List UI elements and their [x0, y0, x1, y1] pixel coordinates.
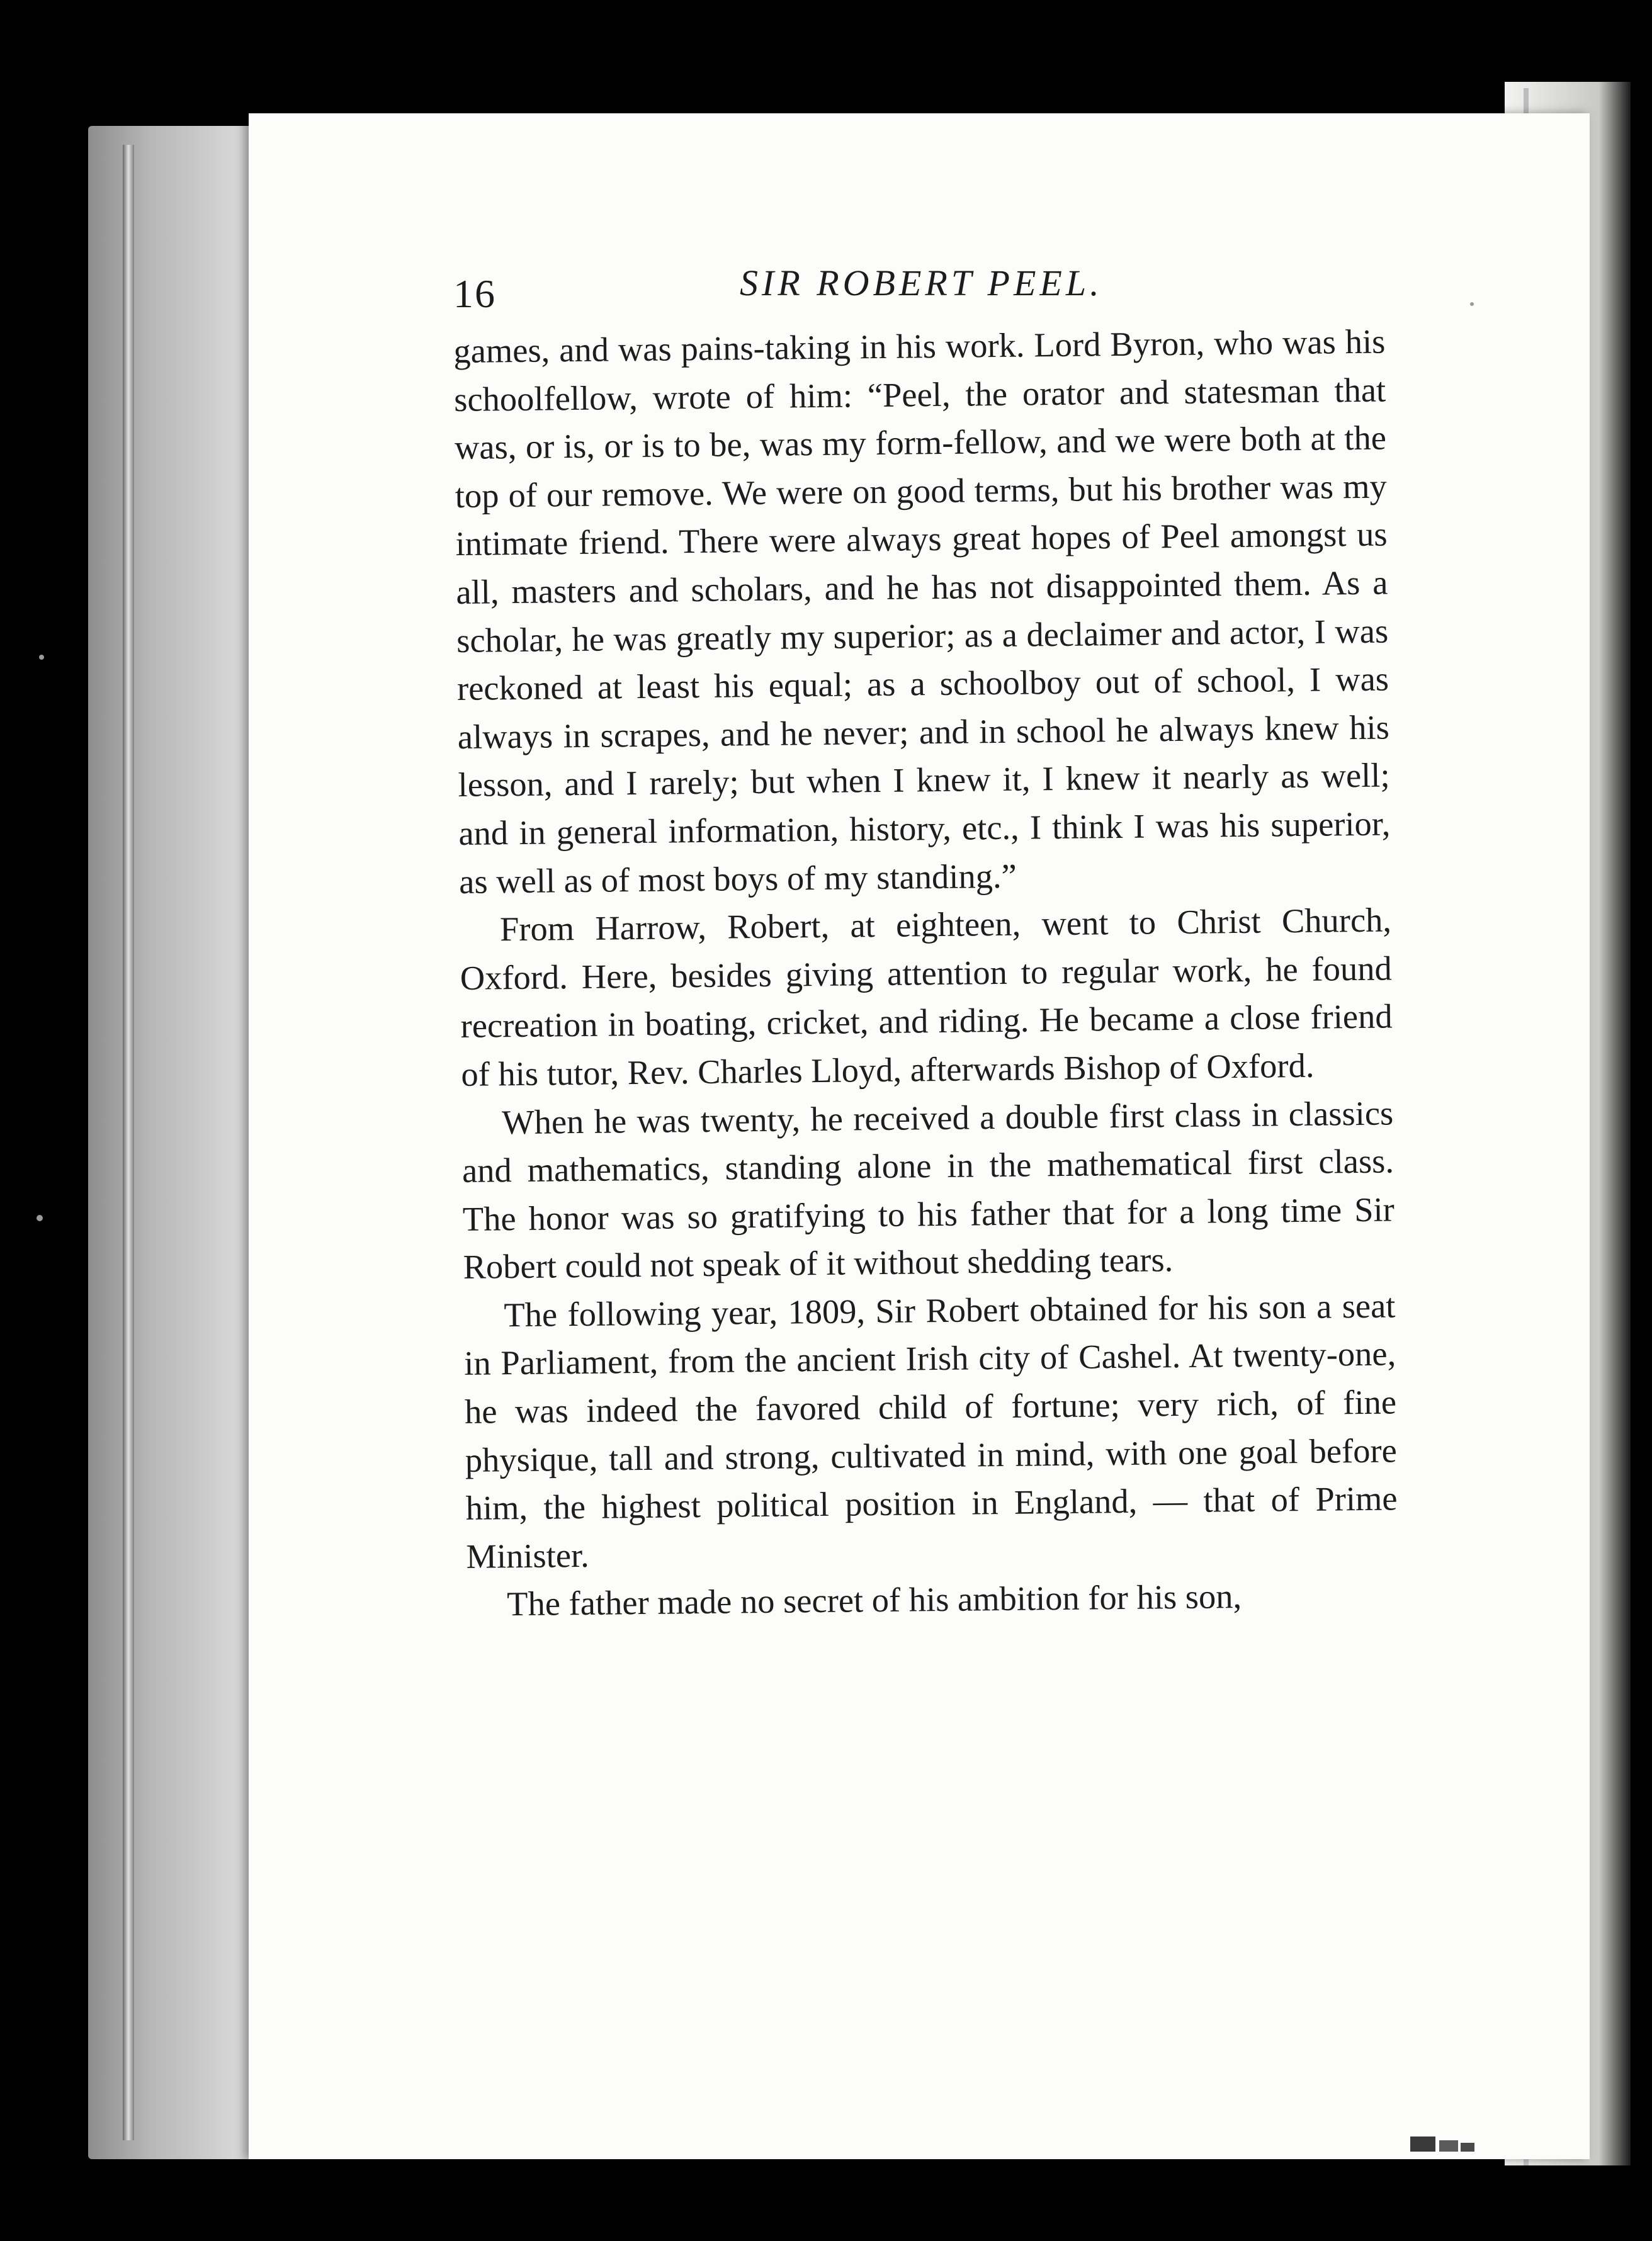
paragraph-3: When he was twenty, he received a double first class in classics and mathematics, standing alone in the mathematical first class. The honor was so gratifying to his father that for a long time Sir Robert could not speak of it without shedding tears. [461, 1093, 1395, 1287]
library-stamp-mark [1410, 2134, 1486, 2157]
margin-speck [1470, 302, 1474, 306]
paragraph-2: From Harrow, Robert, at eighteen, went to Christ Church, Oxford. Here, besides giving attention to regular work, he found recreation in boating, cricket, and riding. He became a close friend of his tutor, Rev. Charles Lloyd, afterwards Bishop of Oxford. [460, 900, 1393, 1093]
margin-speck [39, 655, 44, 660]
spine-shadow [123, 145, 134, 2140]
paragraph-1: games, and was pains-taking in his work. Lord Byron, who was his schoolfellow, wrote of him: “Peel, the orator and statesman that was, or is, or is to be, was my form-fellow, and we were both at the top of our remove. We were on good terms, but his brother was my intimate friend. There were always great hopes of Peel amongst us all, masters and scholars, and he has not disappointed them. As a scholar, he was greatly my superior; as a declaimer and actor, I was reckoned at least his equal; as a schoolboy out of school, I was always in scrapes, and he never; and in school he always knew his lesson, and I rarely; but when I knew it, I knew it nearly as well; and in general information, history, etc., I think I was his superior, as well as of most boys of my standing.” [453, 322, 1391, 901]
paragraph-4: The following year, 1809, Sir Robert obtained for his son a seat in Parliament, from the ancient Irish city of Cashel. At twenty-one, he was indeed the favored child of fortune; very rich, of fine physique, tall and strong, cultivated in mind, with one goal before him, the highest political position in England, — that of Prime Minister. [463, 1286, 1398, 1576]
running-title: SIR ROBERT PEEL. [740, 262, 1103, 303]
page-number: 16 [453, 271, 496, 316]
paragraph-5: The father made no secret of his ambition for his son, [506, 1577, 1242, 1623]
margin-speck [37, 1215, 43, 1221]
body-text [453, 318, 1399, 1629]
